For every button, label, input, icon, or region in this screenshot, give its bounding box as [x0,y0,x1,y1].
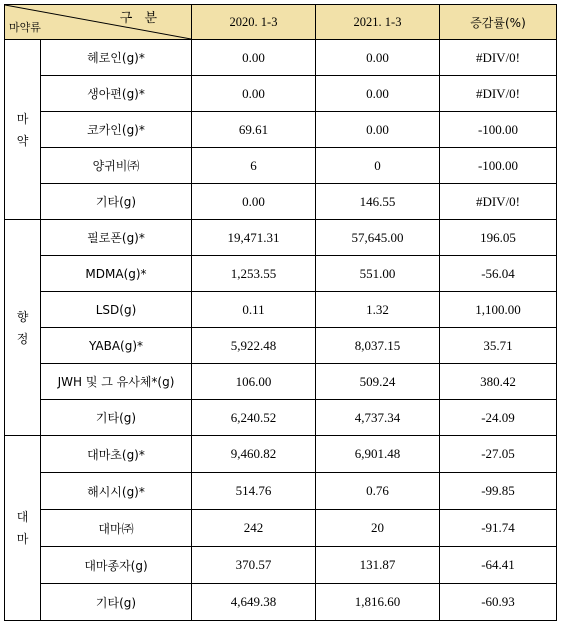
change-cell: #DIV/0! [440,184,557,220]
table-row [5,112,557,148]
change-cell: #DIV/0! [440,76,557,112]
value-2021-cell: 8,037.15 [316,328,440,364]
table-row [5,76,557,112]
col-header-2020: 2020. 1-3 [192,5,316,40]
header-row [5,5,557,40]
group-label-line: 마 [16,532,29,546]
change-cell: -24.09 [440,400,557,436]
change-cell: 35.71 [440,328,557,364]
value-2021-cell: 146.55 [316,184,440,220]
table-row [5,220,557,256]
col-header-2021: 2021. 1-3 [316,5,440,40]
item-cell: 해시시(g)* [41,473,192,510]
change-cell: -99.85 [440,473,557,510]
change-cell: -27.05 [440,436,557,473]
value-2021-cell: 0.00 [316,112,440,148]
group-label-line: 향 [16,309,29,324]
value-2021-cell: 0 [316,148,440,184]
value-2020-cell: 69.61 [192,112,316,148]
change-cell: -100.00 [440,112,557,148]
value-2021-cell: 57,645.00 [316,220,440,256]
table-row [5,184,557,220]
group-label-narcotics [5,40,41,220]
value-2020-cell: 242 [192,510,316,547]
table-row [5,547,557,584]
value-2021-cell: 0.00 [316,40,440,76]
value-2021-cell: 0.00 [316,76,440,112]
item-cell: YABA(g)* [41,328,192,364]
value-2020-cell: 9,460.82 [192,436,316,473]
value-2021-cell: 1,816.60 [316,584,440,621]
table-row [5,292,557,328]
item-cell: 필로폰(g)* [41,220,192,256]
item-cell: 기타(g) [41,184,192,220]
table-row [5,436,557,473]
value-2021-cell: 1.32 [316,292,440,328]
value-2020-cell: 4,649.38 [192,584,316,621]
value-2020-cell: 370.57 [192,547,316,584]
value-2020-cell: 0.00 [192,76,316,112]
value-2020-cell: 0.00 [192,184,316,220]
change-cell: 380.42 [440,364,557,400]
item-cell: 기타(g) [41,400,192,436]
change-cell: -60.93 [440,584,557,621]
change-cell: #DIV/0! [440,40,557,76]
item-cell: MDMA(g)* [41,256,192,292]
value-2020-cell: 5,922.48 [192,328,316,364]
table-row [5,473,557,510]
item-cell: LSD(g) [41,292,192,328]
group-label-line: 대 [16,510,29,524]
value-2021-cell: 0.76 [316,473,440,510]
table-row [5,510,557,547]
value-2020-cell: 514.76 [192,473,316,510]
value-2020-cell: 6 [192,148,316,184]
table-row [5,148,557,184]
change-cell: -64.41 [440,547,557,584]
group-label-cannabis [5,436,41,621]
item-cell: 대마종자(g) [41,547,192,584]
change-cell: -91.74 [440,510,557,547]
value-2020-cell: 6,240.52 [192,400,316,436]
item-cell: JWH 및 그 유사체*(g) [41,364,192,400]
group-label-line: 마 [16,111,29,126]
value-2020-cell: 0.00 [192,40,316,76]
change-cell: -56.04 [440,256,557,292]
group-label-psychotropics [5,220,41,436]
value-2021-cell: 20 [316,510,440,547]
value-2021-cell: 131.87 [316,547,440,584]
value-2021-cell: 6,901.48 [316,436,440,473]
value-2020-cell: 1,253.55 [192,256,316,292]
value-2020-cell: 19,471.31 [192,220,316,256]
change-cell: -100.00 [440,148,557,184]
item-cell: 코카인(g)* [41,112,192,148]
value-2021-cell: 509.24 [316,364,440,400]
table-row [5,364,557,400]
table-row [5,584,557,621]
table-row [5,400,557,436]
value-2020-cell: 106.00 [192,364,316,400]
item-cell: 기타(g) [41,584,192,621]
table-row [5,328,557,364]
drug-seizure-table [4,4,557,621]
category-header: 구 분 [119,11,161,26]
value-2021-cell: 551.00 [316,256,440,292]
row-group-header: 마약류 [9,21,41,34]
col-header-change: 증감률(%) [440,5,557,40]
item-cell: 양귀비㈜ [41,148,192,184]
item-cell: 생아편(g)* [41,76,192,112]
header-corner-cell [5,5,192,40]
group-label-line: 약 [16,133,29,148]
item-cell: 헤로인(g)* [41,40,192,76]
value-2020-cell: 0.11 [192,292,316,328]
table-row [5,40,557,76]
value-2021-cell: 4,737.34 [316,400,440,436]
group-label-line: 정 [16,331,29,346]
change-cell: 1,100.00 [440,292,557,328]
item-cell: 대마초(g)* [41,436,192,473]
change-cell: 196.05 [440,220,557,256]
item-cell: 대마㈜ [41,510,192,547]
table-row [5,256,557,292]
